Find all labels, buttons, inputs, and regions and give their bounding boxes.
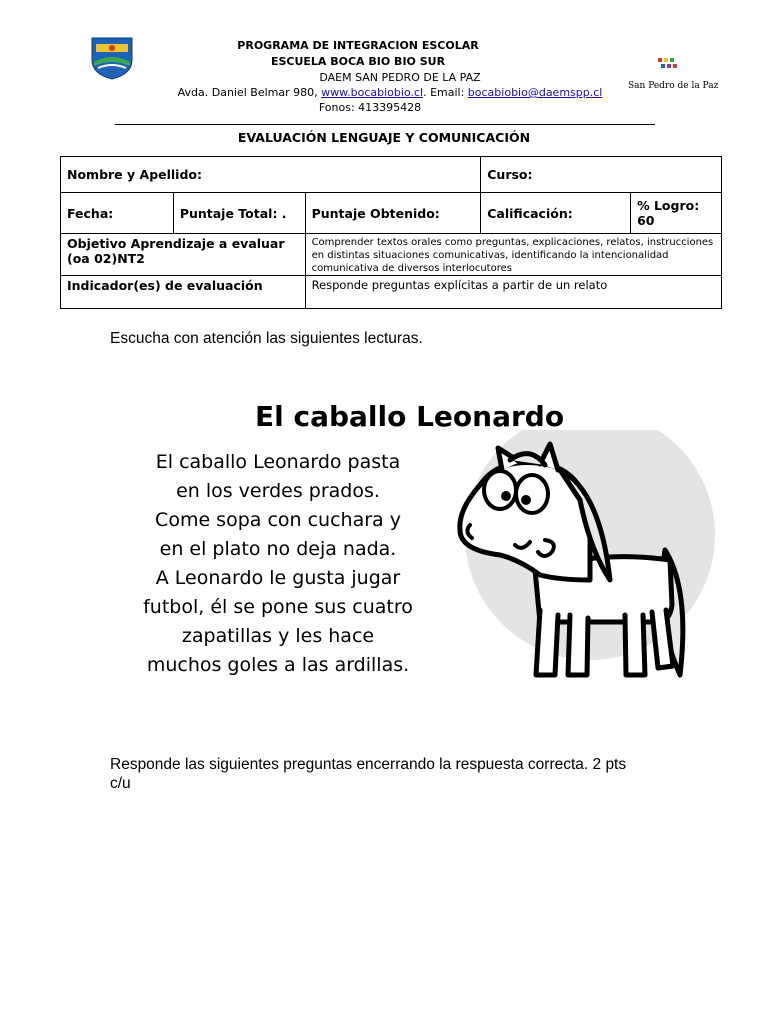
table-row (61, 157, 722, 193)
contact-line (160, 86, 620, 99)
email-label: . Email: (423, 86, 465, 99)
table-row (61, 193, 722, 234)
story-line: El caballo Leonardo pasta (155, 451, 401, 473)
address: Avda. Daniel Belmar 980, (177, 86, 318, 99)
email-link[interactable]: bocabiobio@daemspp.cl (467, 86, 603, 99)
story-title: El caballo Leonardo (255, 400, 565, 433)
story-line: zapatillas y les hace (181, 625, 375, 647)
table-row (61, 276, 722, 309)
story-line: A Leonardo le gusta jugar (155, 567, 401, 589)
story-line: Come sopa con cuchara y (155, 509, 401, 531)
evaluation-info-table (60, 156, 722, 309)
municipality-logo-mark (628, 56, 708, 76)
website-link[interactable]: www.bocabiobio.cl (321, 86, 424, 99)
story-line: muchos goles a las ardillas. (146, 654, 410, 676)
story-line: en los verdes prados. (176, 480, 380, 502)
school-name: ESCUELA BOCA BIO BIO SUR (270, 55, 446, 68)
evaluation-title: EVALUACIÓN LENGUAJE Y COMUNICACIÓN (237, 130, 531, 145)
achievement-label: % Logro: 60 (631, 193, 722, 234)
obtained-score-label[interactable]: Puntaje Obtenido: (305, 193, 481, 234)
answer-instruction: Responde las siguientes preguntas encerrando la respuesta correcta. 2 pts c/u (110, 756, 627, 792)
municipality-logo (628, 56, 719, 96)
horse-illustration (440, 430, 720, 690)
story-text (118, 448, 438, 680)
listen-instruction: Escucha con atención las siguientes lecturas. (110, 330, 423, 347)
program-name: PROGRAMA DE INTEGRACION ESCOLAR (237, 39, 479, 52)
objective-text: Comprender textos orales como preguntas, explicaciones, relatos, instrucciones en distintas situaciones comunicativas, identificando la intencionalidad comunicativa de diversos interlocutores (305, 234, 721, 276)
story-line: futbol, él se pone sus cuatro (143, 596, 413, 618)
school-crest-logo (88, 34, 136, 80)
date-label[interactable]: Fecha: (61, 193, 174, 234)
story-line: en el plato no deja nada. (159, 538, 397, 560)
header-divider (115, 124, 655, 125)
indicator-label: Indicador(es) de evaluación (61, 276, 306, 309)
indicator-text: Responde preguntas explícitas a partir de un relato (305, 276, 721, 309)
grade-label[interactable]: Calificación: (481, 193, 631, 234)
daem-name: DAEM SAN PEDRO DE LA PAZ (319, 71, 481, 84)
name-label[interactable]: Nombre y Apellido: (61, 157, 481, 193)
table-row (61, 234, 722, 276)
total-score-label[interactable]: Puntaje Total: . (173, 193, 305, 234)
course-label[interactable]: Curso: (481, 157, 722, 193)
phone: Fonos: 413395428 (318, 101, 422, 114)
municipality-logo-text: San Pedro de la Paz (628, 81, 719, 91)
objective-label: Objetivo Aprendizaje a evaluar (oa 02)NT2 (61, 234, 306, 276)
